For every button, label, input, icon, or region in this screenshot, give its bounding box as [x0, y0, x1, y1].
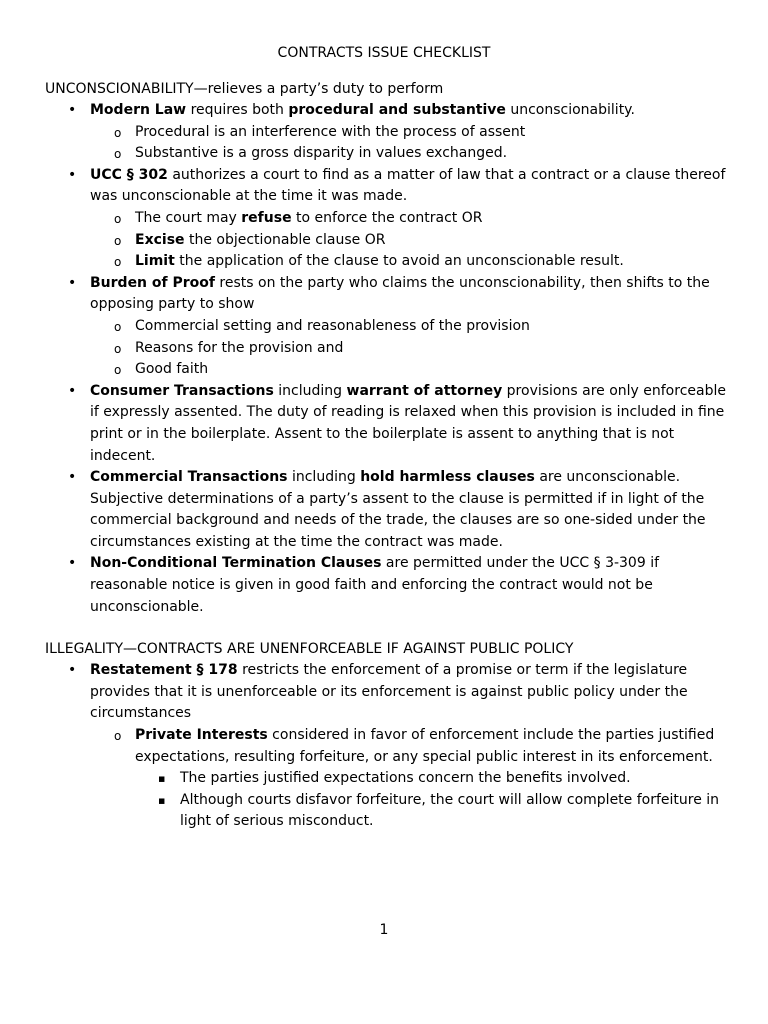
list-item-text	[180, 790, 735, 833]
bold-term: Burden of Proof	[90, 274, 215, 291]
list-item	[135, 768, 735, 790]
bold-term: Limit	[135, 253, 175, 270]
list-item	[90, 725, 735, 833]
list-item	[45, 100, 735, 165]
body-text: Reasons for the provision and	[135, 339, 344, 356]
list-item	[135, 790, 735, 833]
body-text: Procedural is an interference with the process of assent	[135, 123, 526, 140]
bullet-list-level-3	[135, 768, 735, 833]
body-text: the application of the clause to avoid an unconscionable result.	[174, 253, 624, 270]
body-text: unconscionability.	[505, 102, 635, 118]
bullet-marker: •	[68, 469, 77, 486]
body-text: The court may	[135, 209, 242, 226]
list-item-text	[135, 316, 735, 338]
body-text: provisions are only enforceable if expressly assented. The duty of reading is relaxed when this provision is included in fine print or in the boilerplate. Assent to the boilerplate is assent to anything that is not indecent.	[90, 382, 726, 464]
body-text: rests on the party who claims the unconscionability, then shifts to the opposing party to show	[90, 274, 710, 313]
list-item-text	[90, 467, 735, 553]
bold-term: UCC § 302	[90, 166, 168, 183]
bold-term: Modern Law	[90, 102, 187, 118]
section-heading	[45, 638, 735, 660]
list-item-text	[180, 768, 735, 790]
bullet-list-level-1	[45, 100, 735, 618]
bold-term: refuse	[241, 209, 292, 226]
page-number: 1	[379, 922, 389, 938]
list-item-text	[135, 725, 735, 768]
body-text: to enforce the contract OR	[291, 209, 483, 226]
section-spacer	[45, 618, 735, 638]
list-item-text	[135, 338, 735, 360]
body-text: including	[273, 382, 347, 399]
list-item-text	[90, 660, 735, 725]
body-text: authorizes a court to find as a matter of law that a contract or a clause thereof was unconscionable at the time it was made.	[90, 166, 726, 205]
list-item	[90, 230, 735, 252]
bullet-marker: o	[114, 125, 122, 140]
list-item	[45, 273, 735, 381]
bullet-marker: o	[114, 147, 122, 162]
list-item	[90, 143, 735, 165]
list-item	[90, 251, 735, 273]
bold-term: hold harmless clauses	[360, 469, 535, 486]
list-item-text	[90, 381, 735, 467]
list-item-text	[90, 273, 735, 316]
list-item-text	[135, 143, 735, 165]
bullet-marker: o	[114, 341, 122, 356]
bullet-list-level-2	[90, 208, 735, 273]
list-item	[90, 208, 735, 230]
document-title: CONTRACTS ISSUE CHECKLIST	[277, 45, 491, 61]
bullet-list-level-2	[90, 725, 735, 833]
body-text: including	[287, 469, 361, 486]
list-item-text	[135, 208, 735, 230]
list-item	[90, 316, 735, 338]
bullet-list-level-2	[90, 122, 735, 165]
bold-term: procedural and substantive	[288, 102, 506, 118]
bullet-marker: •	[68, 274, 77, 291]
list-item	[90, 338, 735, 360]
list-item	[45, 660, 735, 833]
body-text: are unconscionable. Subjective determinations of a party’s assent to the clause is permitted if in light of the commercial background and needs of the trade, the clauses are so one-sided under the circumstances existing at the time the contract was made.	[90, 469, 706, 550]
body-text: requires both	[186, 102, 289, 118]
list-item	[45, 467, 735, 553]
bold-term: Restatement § 178	[90, 662, 238, 679]
bold-term: Excise	[135, 231, 185, 248]
bullet-marker: •	[68, 382, 77, 399]
list-item-text	[135, 122, 735, 144]
list-item	[45, 165, 735, 273]
bullet-marker: o	[114, 211, 122, 226]
list-item-text	[135, 359, 735, 381]
bullet-marker: o	[114, 233, 122, 248]
bold-term: warrant of attorney	[346, 382, 503, 399]
list-item-text	[90, 553, 735, 618]
section-heading-text: UNCONSCIONABILITY—relieves a party’s duty to perform	[45, 81, 444, 97]
bullet-list-level-2	[90, 316, 735, 381]
bullet-marker: •	[68, 662, 77, 679]
section-heading-text: ILLEGALITY—CONTRACTS ARE UNENFORCEABLE IF AGAINST PUBLIC POLICY	[45, 641, 574, 658]
list-item	[45, 381, 735, 467]
bullet-list-level-1	[45, 660, 735, 833]
list-item-text	[135, 230, 735, 252]
body-text: Although courts disfavor forfeiture, the court will allow complete forfeiture in light of serious misconduct.	[180, 791, 720, 830]
body-text: Commercial setting and reasonableness of the provision	[135, 317, 530, 334]
bullet-marker: o	[114, 319, 122, 334]
list-item	[90, 359, 735, 381]
list-item	[45, 553, 735, 618]
bullet-marker: o	[114, 255, 122, 270]
list-item-text	[90, 165, 735, 208]
list-item-text	[135, 251, 735, 273]
bullet-marker: •	[68, 555, 77, 572]
body-text: restricts the enforcement of a promise or term if the legislature provides that it is unenforceable or its enforcement is against public policy under the circumstances	[90, 662, 688, 722]
body-text: the objectionable clause OR	[184, 231, 386, 248]
body-text: Good faith	[135, 361, 209, 378]
body-text: Substantive is a gross disparity in values exchanged.	[135, 145, 508, 162]
bullet-marker: ▪	[158, 772, 166, 786]
bullet-marker: o	[114, 363, 122, 378]
bold-term: Commercial Transactions	[90, 469, 288, 486]
bold-term: Consumer Transactions	[90, 382, 274, 399]
bold-term: Non-Conditional Termination Clauses	[90, 555, 382, 572]
bullet-marker: •	[68, 166, 77, 183]
document-body	[45, 78, 735, 833]
bold-term: Private Interests	[135, 727, 268, 744]
bullet-marker: •	[68, 102, 77, 118]
body-text: are permitted under the UCC § 3-309 if reasonable notice is given in good faith and enforcing the contract would not be unconscionable.	[90, 555, 660, 615]
list-item-text	[90, 100, 735, 122]
body-text: considered in favor of enforcement include the parties justified expectations, resulting forfeiture, or any special public interest in its enforcement.	[135, 727, 715, 765]
bullet-marker: o	[114, 729, 122, 744]
list-item	[90, 122, 735, 144]
bullet-marker: ▪	[158, 793, 166, 807]
section-heading	[45, 78, 735, 100]
body-text: The parties justified expectations concern the benefits involved.	[180, 770, 631, 787]
